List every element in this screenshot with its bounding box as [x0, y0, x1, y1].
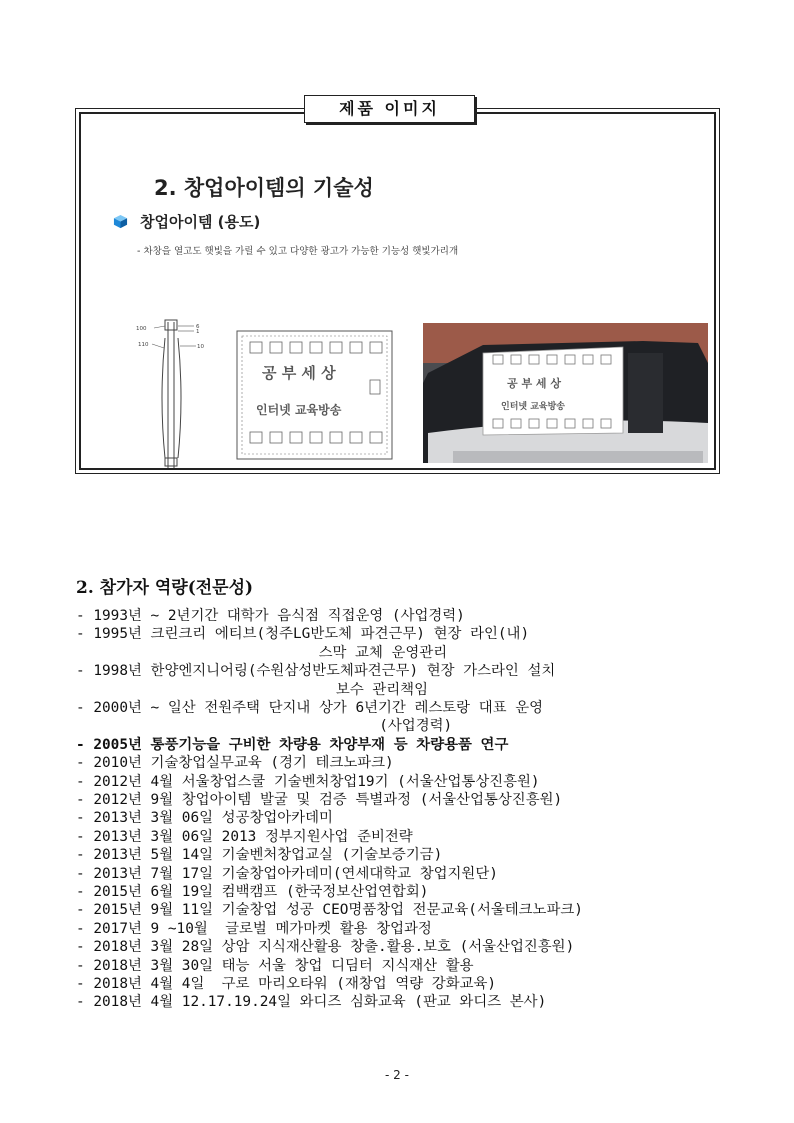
career-item: - 2013년 3월 06일 2013 정부지원사업 준비전략 — [76, 828, 413, 845]
car-window-photo — [423, 323, 708, 463]
career-item: 보수 관리책임 — [76, 681, 428, 698]
career-item: - 1993년 ~ 2년기간 대학가 음식점 직접운영 (사업경력) — [76, 608, 465, 624]
diagram-label: 110 — [138, 342, 149, 348]
slide-note: - 차창을 열고도 햇빛을 가릴 수 있고 다양한 광고가 가능한 기능성 햇빛가리개 — [137, 246, 459, 257]
career-item: 스막 교체 운영관리 — [76, 644, 448, 661]
diagram-label: 6 — [196, 324, 200, 330]
section-title: 2. 참가자 역량(전문성) — [76, 578, 254, 598]
career-item: - 2018년 3월 28일 상암 지식재산활용 창출.활용.보호 (서울산업진흥원) — [76, 939, 575, 956]
career-item: - 1998년 한양엔지니어링(수원삼성반도체파견근무) 현장 가스라인 설치 — [76, 663, 556, 680]
career-item: - 2018년 4월 12.17.19.24일 와디즈 심화교육 (판교 와디즈 본사) — [76, 994, 547, 1011]
career-item: (사업경력) — [76, 718, 453, 735]
career-item: - 2010년 기술창업실무교육 (경기 테크노파크) — [76, 755, 394, 772]
product-image-label: 제품 이미지 — [304, 95, 475, 123]
career-item: - 1995년 크린크리 에티브(청주LG반도체 파견근무) 현장 라인(내) — [76, 626, 530, 643]
career-item: - 2013년 3월 06일 성공창업아카데미 — [76, 810, 333, 827]
career-item: - 2018년 3월 30일 태능 서울 창업 디딤터 지식재산 활용 — [76, 957, 474, 974]
cube-icon — [113, 214, 128, 229]
banner-brand-text: 공 부 세 상 — [262, 364, 336, 382]
sunshade-cross-section-diagram — [134, 318, 206, 470]
diagram-label: 100 — [136, 326, 147, 332]
career-item: - 2018년 4월 4일 구로 마리오타워 (재창업 역량 강화교육) — [76, 976, 497, 992]
diagram-label: 10 — [197, 344, 204, 350]
career-item: - 2005년 통풍기능을 구비한 차량용 차양부재 등 차량용품 연구 — [76, 736, 509, 753]
photo-sub-text: 인터넷 교육방송 — [501, 402, 565, 412]
slide-subheading — [113, 211, 260, 232]
banner-sub-text: 인터넷 교육방송 — [256, 403, 342, 417]
career-item: - 2015년 6월 19일 컴백캠프 (한국정보산업연합회) — [76, 884, 429, 900]
photo-brand-text: 공 부 세 상 — [507, 377, 561, 390]
diagram-label: 1 — [196, 329, 200, 335]
career-item: - 2015년 9월 11일 기술창업 성공 CEO명품창업 전문교육(서울테크노파크) — [76, 902, 583, 919]
career-item: - 2012년 4월 서울창업스쿨 기술벤처창업19기 (서울산업통상진흥원) — [76, 773, 540, 790]
career-item: - 2017년 9 ~10월 글로벌 메가마켓 활용 창업과정 — [76, 920, 432, 937]
career-item: - 2013년 5월 14일 기술벤처창업교실 (기술보증기금) — [76, 847, 443, 864]
page-number: - 2 - — [385, 1068, 409, 1082]
slide-subheading-text: 창업아이템 (용도) — [140, 213, 261, 231]
slide-title: 2. 창업아이템의 기술성 — [154, 176, 374, 200]
career-item: - 2013년 7월 17일 기술창업아카데미(연세대학교 창업지원단) — [76, 865, 498, 882]
career-item: - 2012년 9월 창업아이템 발굴 및 검증 특별과정 (서울산업통상진흥원) — [76, 792, 563, 808]
career-item: - 2000년 ~ 일산 전원주택 단지내 상가 6년기간 레스토랑 대표 운영 — [76, 700, 544, 716]
sunshade-banner-drawing — [236, 330, 393, 460]
